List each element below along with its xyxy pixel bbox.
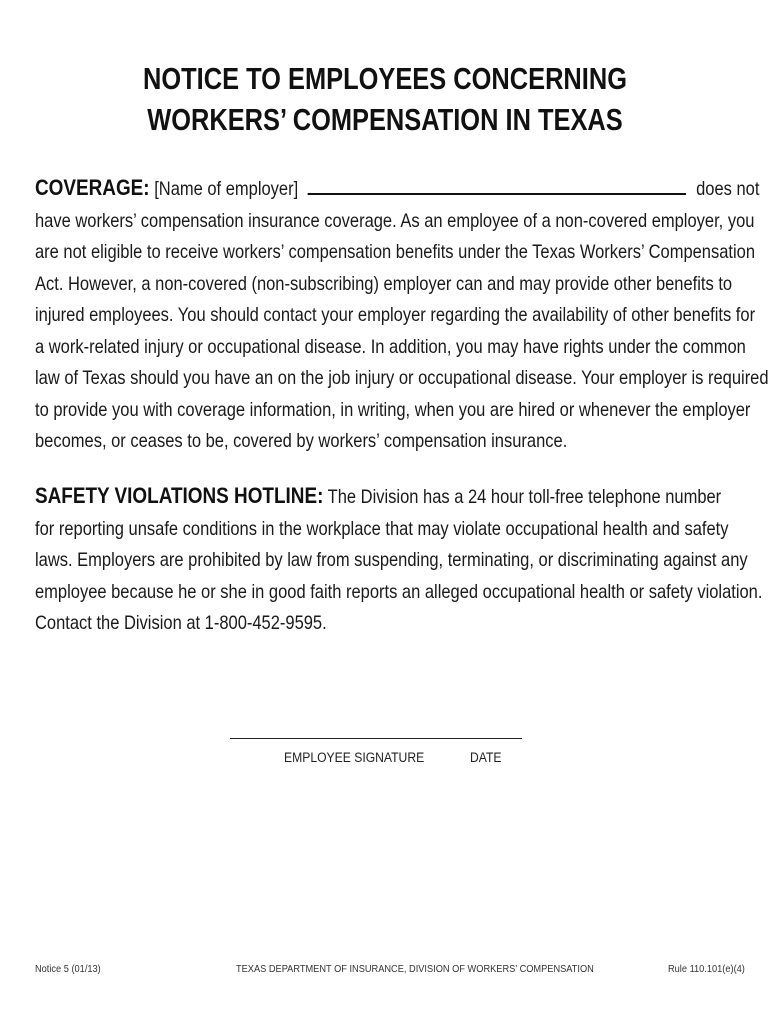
employer-name-field[interactable] (308, 177, 686, 195)
coverage-heading: COVERAGE: (35, 175, 150, 200)
footer-rule: Rule 110.101(e)(4) (668, 963, 745, 975)
title-line-2: WORKERS’ COMPENSATION IN TEXAS (147, 102, 623, 137)
safety-line: Contact the Division at 1-800-452-9595. (35, 613, 327, 634)
safety-line: for reporting unsafe conditions in the workplace that may violate occupational health and safety (35, 518, 729, 540)
employer-name-label: [Name of employer] (154, 179, 299, 200)
safety-line: laws. Employers are prohibited by law from suspending, terminating, or discriminating against any (35, 550, 748, 571)
coverage-line: injured employees. You should contact your employer regarding the availability of other benefits for (35, 305, 756, 326)
does-not-text: does not (696, 179, 760, 200)
footer-department: TEXAS DEPARTMENT OF INSURANCE, DIVISION OF WORKERS’ COMPENSATION (236, 963, 594, 975)
title-line-1: NOTICE TO EMPLOYEES CONCERNING (143, 61, 627, 96)
coverage-first-line (35, 172, 760, 206)
coverage-line: law of Texas should you have an on the job injury or occupational disease. Your employer is required (35, 368, 769, 389)
employee-signature-label: EMPLOYEE SIGNATURE (284, 750, 425, 765)
safety-section (35, 480, 763, 640)
coverage-line: a work-related injury or occupational disease. In addition, you may have rights under the common (35, 336, 746, 358)
page-title (69, 58, 700, 140)
signature-field[interactable] (230, 738, 522, 739)
coverage-section (35, 172, 769, 458)
safety-heading: SAFETY VIOLATIONS HOTLINE: (35, 483, 324, 508)
footer-notice-number: Notice 5 (01/13) (35, 963, 101, 975)
coverage-line: have workers’ compensation insurance coverage. As an employee of a non-covered employer, you (35, 210, 755, 232)
safety-first-line (35, 480, 722, 514)
coverage-line: are not eligible to receive workers’ compensation benefits under the Texas Workers’ Compensation (35, 242, 756, 263)
coverage-line: Act. However, a non-covered (non-subscribing) employer can and may provide other benefits to (35, 273, 733, 295)
safety-line: employee because he or she in good faith reports an alleged occupational health or safety violation. (35, 581, 763, 603)
safety-first-text: The Division has a 24 hour toll-free telephone number (327, 487, 722, 508)
date-label: DATE (470, 750, 502, 765)
coverage-line: becomes, or ceases to be, covered by workers’ compensation insurance. (35, 431, 568, 452)
coverage-line: to provide you with coverage information, in writing, when you are hired or whenever the employer (35, 399, 751, 421)
